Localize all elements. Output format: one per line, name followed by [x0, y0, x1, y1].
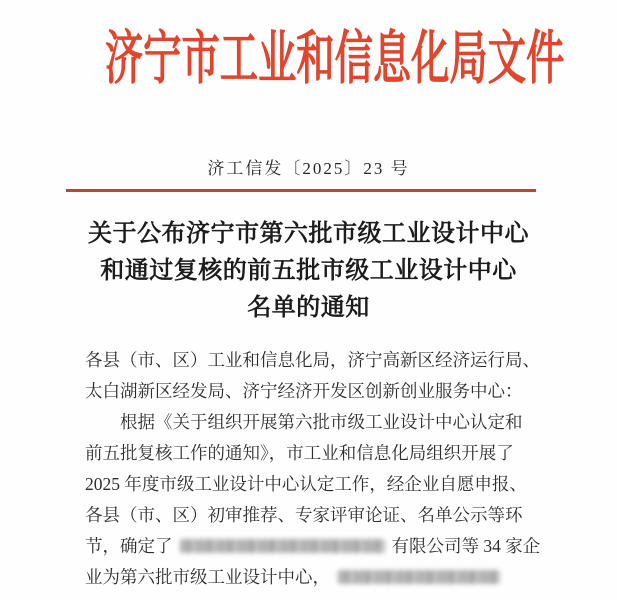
red-divider-line	[66, 189, 536, 192]
body-paragraph-line-2: 前五批复核工作的通知》，市工业和信息化局组织开展了	[85, 443, 514, 463]
redacted-company-name-1	[180, 539, 385, 553]
document-title	[0, 216, 617, 327]
red-letterhead-title: 济宁市工业和信息化局文件	[104, 26, 565, 91]
document-title-line-3: 名单的通知	[247, 295, 370, 321]
redacted-company-name-2	[338, 570, 500, 584]
body-paragraph-line-4: 各县（市、区）初审推荐、专家评审论证、名单公示等环	[85, 505, 523, 525]
body-paragraph-line-5	[85, 531, 555, 562]
document-title-line-2: 和通过复核的前五批市级工业设计中心	[100, 258, 517, 284]
body-paragraph-line-6	[85, 562, 555, 593]
document-reference-number: 济工信发〔2025〕23 号	[207, 159, 410, 178]
body-salutation-line-1: 各县（市、区）工业和信息化局，济宁高新区经济运行局、	[85, 350, 540, 370]
body-paragraph-line-3: 2025 年度市级工业设计中心认定工作，经企业自愿申报、	[85, 474, 527, 494]
document-body	[85, 345, 555, 593]
body-line-5-suffix: 有限公司等 34 家企	[391, 536, 541, 556]
document-title-line-1: 关于公布济宁市第六批市级工业设计中心	[88, 221, 529, 247]
body-line-6-prefix: 业为第六批市级工业设计中心，	[85, 567, 330, 587]
body-paragraph-line-1: 根据《关于组织开展第六批市级工业设计中心认定和	[120, 412, 523, 432]
body-salutation-line-2: 太白湖新区经发局、济宁经济开发区创新创业服务中心：	[85, 381, 523, 401]
body-line-5-prefix: 节，确定了	[85, 536, 173, 556]
